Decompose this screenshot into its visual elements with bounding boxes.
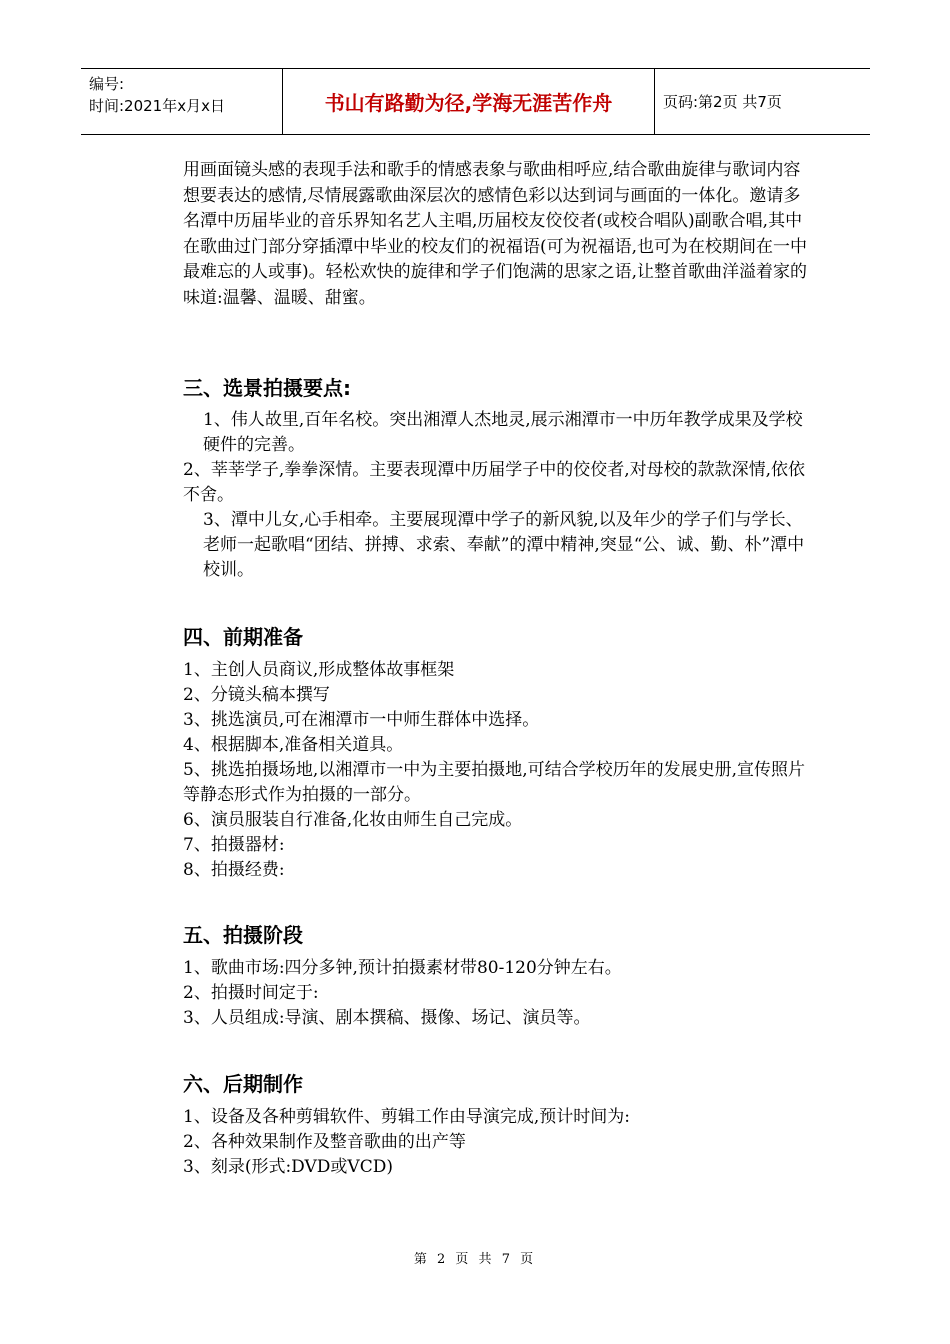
- list-item: 4、根据脚本,准备相关道具。: [183, 735, 404, 755]
- section-list-post-production: [183, 1105, 808, 1180]
- list-item: 5、挑选拍摄场地,以湘潭市一中为主要拍摄地,可结合学校历年的发展史册,宣传照片等静态形式作为拍摄的一部分。: [183, 760, 806, 805]
- list-item: 2、各种效果制作及整音歌曲的出产等: [183, 1132, 466, 1152]
- header-page-label: 页码:第2页 共7页: [663, 93, 782, 111]
- list-item: 8、拍摄经费:: [183, 860, 285, 880]
- intro-paragraph: 用画面镜头感的表现手法和歌手的情感表象与歌曲相呼应,结合歌曲旋律与歌词内容想要表达的感情,尽情展露歌曲深层次的感情色彩以达到词与画面的一体化。邀请多名潭中历届毕业的音乐界知名艺人主唱,历届校友佼佼者(或校合唱队)副歌合唱,其中在歌曲过门部分穿插潭中毕业的校友们的祝福语(可为祝福语,也可为在校期间在一中最难忘的人或事)。轻松欢快的旋律和学子们饱满的思家之语,让整首歌曲洋溢着家的味道:温馨、温暖、甜蜜。: [183, 160, 808, 308]
- header-meta: [81, 69, 283, 134]
- section-title-shooting: 五、拍摄阶段: [183, 923, 303, 947]
- page-footer: 第 2 页 共 7 页: [413, 1252, 537, 1267]
- section-title-preparation: 四、前期准备: [183, 625, 303, 649]
- list-item: 2、莘莘学子,拳拳深情。主要表现潭中历届学子中的佼佼者,对母校的款款深情,依依不舍。: [183, 460, 806, 505]
- section-list-shooting: [183, 956, 808, 1031]
- list-item: 6、演员服装自行准备,化妆由师生自己完成。: [183, 810, 523, 830]
- list-item: 3、潭中儿女,心手相牵。主要展现潭中学子的新风貌,以及年少的学子们与学长、老师一起歌唱“团结、拼搏、求索、奉献”的潭中精神,突显“公、诚、勤、朴”潭中校训。: [203, 510, 805, 580]
- list-item: 2、拍摄时间定于:: [183, 983, 319, 1003]
- section-title-post-production: 六、后期制作: [183, 1072, 303, 1096]
- list-item: 1、伟人故里,百年名校。突出湘潭人杰地灵,展示湘潭市一中历年教学成果及学校硬件的完善。: [203, 410, 803, 455]
- list-item: 3、人员组成:导演、剧本撰稿、摄像、场记、演员等。: [183, 1008, 591, 1028]
- list-item: 1、设备及各种剪辑软件、剪辑工作由导演完成,预计时间为:: [183, 1107, 630, 1127]
- list-item: 3、挑选演员,可在湘潭市一中师生群体中选择。: [183, 710, 540, 730]
- list-item: 1、歌曲市场:四分多钟,预计拍摄素材带80-120分钟左右。: [183, 958, 622, 978]
- list-item: 2、分镜头稿本撰写: [183, 685, 330, 705]
- list-item: 1、主创人员商议,形成整体故事框架: [183, 660, 455, 680]
- page-header: [81, 68, 870, 135]
- header-motto: 书山有路勤为径,学海无涯苦作舟: [283, 69, 655, 134]
- document-number-label: 编号:: [89, 75, 125, 93]
- list-item: 3、刻录(形式:DVD或VCD): [183, 1157, 393, 1177]
- list-item: 7、拍摄器材:: [183, 835, 285, 855]
- section-list-preparation: [183, 658, 808, 883]
- section-title-location: 三、选景拍摄要点:: [183, 376, 351, 400]
- document-date-label: 时间:2021年x月x日: [89, 97, 225, 115]
- section-list-location: [183, 408, 808, 583]
